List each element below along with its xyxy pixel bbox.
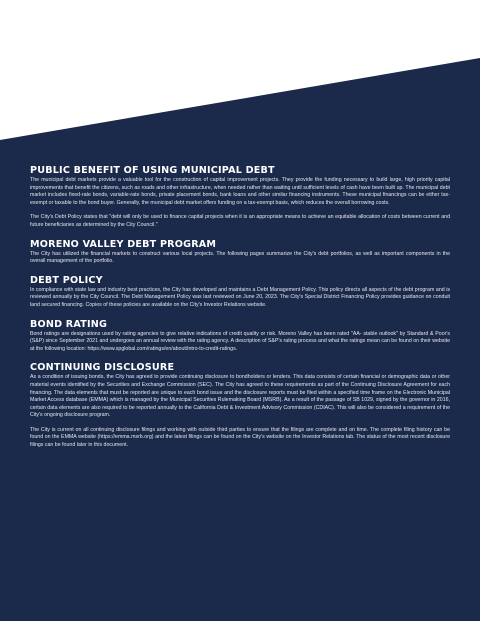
section-public-benefit — [30, 165, 450, 230]
paragraph-bond-rating: Bond ratings are designations used by rating agencies to give relative indications of credit quality or risk. Moreno Valley has been rated "AA- stable outlook" by Standard & Poor's (S&P) since September 2021 and undergoes an annual review with the rating agency. A description of S&P's rating process and what the ratings mean can be found on their website at the following location: https://www.spglobal.com/ratings/en/about/intro-to-credit-ratings. — [30, 330, 450, 352]
document-body — [30, 165, 450, 450]
heading-bond-rating: BOND RATING — [30, 318, 108, 330]
paragraph-public-benefit-2: The City's Debt Policy states that "debt will only be used to finance capital projects when it is an appropriate means to achieve an equitable allocation of costs between current and future beneficiaries as determined by the City Council." — [30, 214, 450, 228]
paragraph-public-benefit-1: The municipal debt markets provide a valuable tool for the construction of capital improvement projects. They provide the funding necessary to build large, high priority capital improvements that benefit the citizens, such as roads and other infrastructure, when needed rather than waiting until sufficient levels of cash have been built up. The municipal debt market includes fixed-rate bonds, variable-rate bonds, private placement bonds, bank loans and other similar financing instruments. These municipal financings can be either tax-exempt or taxable to the bond buyer. Generally, the municipal debt market offers funding on a tax-exempt basis, which reduces the overall borrowing costs. — [30, 177, 450, 206]
heading-debt-program: MORENO VALLEY DEBT PROGRAM — [30, 238, 217, 250]
section-bond-rating — [30, 319, 450, 354]
section-continuing-disclosure — [30, 362, 450, 449]
paragraph-continuing-disclosure-1: As a condition of issuing bonds, the City has agreed to provide continuing disclosure to bondholders or lenders. This data consists of certain financial or demographic data or other material events identified by the Securities and Exchange Commission (SEC). The City has agreed to these requirements as part of the Continuing Disclosure Agreement for each financing. The data elements that must be reported are unique to each bond issue and the disclosure reports must be filed within a specified time frame on the Electronic Municipal Market Access database (EMMA) which is managed by the Municipal Securities Rulemaking Board (MSRB). As a result of the passage of SB 1029, signed by the governor in 2016, certain data elements are also required to be reported annually to the California Debt & Investment Advisory Commission (CDIAC). This will also be considered a requirement of the City's ongoing disclosure program. — [30, 374, 450, 419]
paragraph-debt-policy: In compliance with state law and industry best practices, the City has developed and maintains a Debt Management Policy. This policy directs all aspects of the debt program and is reviewed annually by the City Council. The Debt Management Policy was last reviewed on June 20, 2023. The City's Special District Financing Policy provides guidance on conduit land secured financing. Copies of these policies are available on the City's Investor Relations website. — [30, 286, 450, 308]
heading-debt-policy: DEBT POLICY — [30, 274, 103, 286]
heading-public-benefit: PUBLIC BENEFIT OF USING MUNICIPAL DEBT — [30, 165, 275, 176]
paragraph-debt-program: The City has utilized the financial markets to construct various local projects. The following pages summarize the City's debt portfolios, as well as important components in the overall management of the portfolio. — [30, 250, 450, 265]
section-debt-policy — [30, 275, 450, 310]
paragraph-continuing-disclosure-2: The City is current on all continuing disclosure filings and working with outside third parties to ensure that the filings are complete and on time. The complete filing history can be found on the EMMA website (https://emma.msrb.org) and the latest filings can be found on the City's website on the Investor Relations tab. The status of the most recent disclosure filings can be found later in this document. — [30, 426, 450, 449]
heading-continuing-disclosure: CONTINUING DISCLOSURE — [30, 362, 175, 374]
section-debt-program — [30, 239, 450, 266]
